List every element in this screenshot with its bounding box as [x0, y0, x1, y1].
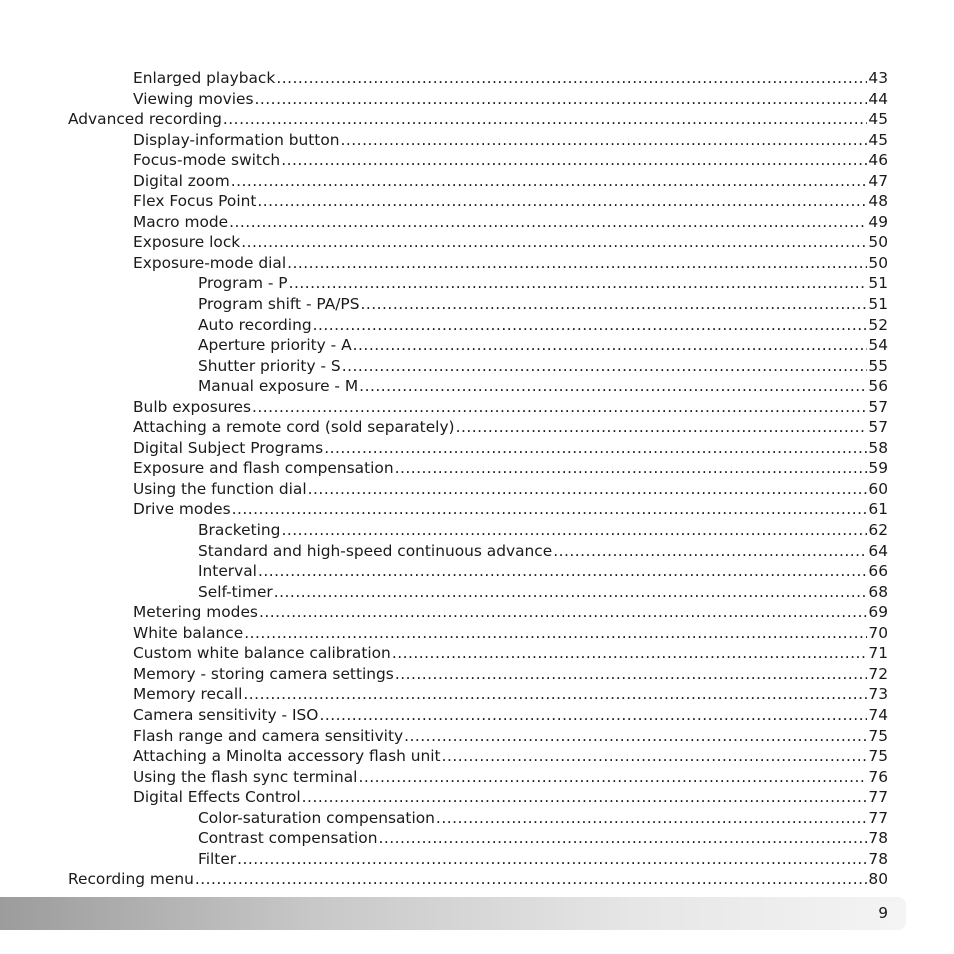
toc-leader-dots — [237, 849, 867, 870]
toc-entry-page: 44 — [868, 89, 888, 108]
toc-leader-dots — [358, 767, 867, 788]
toc-leader-dots — [342, 356, 868, 377]
toc-entry-title: Contrast compensation — [198, 829, 378, 848]
toc-row — [0, 869, 954, 890]
toc-entry-page: 51 — [868, 274, 888, 293]
toc-leader-dots — [276, 68, 867, 89]
toc-leader-dots — [442, 746, 868, 767]
toc-row — [0, 582, 954, 603]
toc-entry — [133, 212, 888, 233]
toc-entry-page: 55 — [868, 356, 888, 375]
toc-entry-title: Standard and high-speed continuous advance — [198, 541, 553, 560]
toc-entry-page: 59 — [868, 459, 888, 478]
toc-entry-page: 69 — [868, 603, 888, 622]
toc-entry — [198, 335, 888, 356]
toc-entry — [198, 849, 888, 870]
toc-entry — [198, 561, 888, 582]
toc-entry — [198, 808, 888, 829]
toc-leader-dots — [359, 376, 867, 397]
toc-entry-title: Macro mode — [133, 212, 229, 231]
toc-row — [0, 417, 954, 438]
toc-row — [0, 541, 954, 562]
toc-entry-page: 77 — [868, 808, 888, 827]
toc-leader-dots — [252, 397, 867, 418]
toc-entry-title: Interval — [198, 562, 257, 581]
toc-entry — [133, 397, 888, 418]
toc-entry — [133, 602, 888, 623]
toc-entry-title: Aperture priority - A — [198, 336, 352, 355]
toc-entry-page: 52 — [868, 315, 888, 334]
toc-entry-page: 75 — [868, 726, 888, 745]
toc-entry-page: 62 — [868, 521, 888, 540]
toc-entry-page: 49 — [868, 212, 888, 231]
toc-row — [0, 130, 954, 151]
toc-leader-dots — [229, 212, 867, 233]
toc-leader-dots — [232, 499, 868, 520]
toc-entry-title: Self-timer — [198, 582, 273, 601]
toc-entry — [133, 171, 888, 192]
toc-entry — [68, 869, 888, 890]
toc-entry — [133, 726, 888, 747]
toc-row — [0, 253, 954, 274]
toc-entry-page: 72 — [868, 664, 888, 683]
toc-entry — [133, 458, 888, 479]
toc-entry-page: 43 — [868, 69, 888, 87]
toc-row — [0, 294, 954, 315]
toc-entry-title: Using the function dial — [133, 479, 307, 498]
toc-entry-page: 58 — [868, 438, 888, 457]
toc-entry-title: Filter — [198, 849, 237, 868]
toc-entry-page: 80 — [868, 870, 888, 889]
toc-entry-page: 73 — [868, 685, 888, 704]
toc-leader-dots — [195, 869, 868, 890]
toc-row — [0, 479, 954, 500]
footer-bar — [0, 897, 906, 930]
toc-entry-title: Attaching a Minolta accessory flash unit — [133, 747, 441, 766]
toc-leader-dots — [319, 705, 867, 726]
toc-entry — [198, 582, 888, 603]
toc-entry — [133, 130, 888, 151]
toc-entry-page: 56 — [868, 377, 888, 396]
toc-leader-dots — [308, 479, 868, 500]
toc-entry-page: 54 — [868, 336, 888, 355]
toc-leader-dots — [392, 643, 868, 664]
toc-row — [0, 335, 954, 356]
toc-entry-page: 47 — [868, 171, 888, 190]
toc-leader-dots — [259, 602, 867, 623]
toc-entry-title: Bulb exposures — [133, 397, 251, 416]
toc-row — [0, 499, 954, 520]
toc-entry-title: Flex Focus Point — [133, 192, 257, 211]
toc-row — [0, 150, 954, 171]
toc-row — [0, 212, 954, 233]
toc-entry-page: 48 — [868, 192, 888, 211]
toc-row — [0, 356, 954, 377]
toc-row — [0, 438, 954, 459]
toc-entry — [68, 109, 888, 130]
toc-entry-title: Exposure lock — [133, 233, 241, 252]
toc-leader-dots — [281, 520, 867, 541]
toc-entry — [133, 232, 888, 253]
toc-entry-page: 77 — [868, 788, 888, 807]
toc-entry-page: 75 — [868, 747, 888, 766]
toc-leader-dots — [302, 787, 868, 808]
toc-row — [0, 232, 954, 253]
toc-entry-title: Attaching a remote cord (sold separately) — [133, 418, 455, 437]
toc-entry — [198, 294, 888, 315]
toc-leader-dots — [456, 417, 868, 438]
toc-entry — [133, 684, 888, 705]
toc-row — [0, 767, 954, 788]
toc-entry — [133, 664, 888, 685]
toc-row — [0, 623, 954, 644]
toc-entry-page: 57 — [868, 397, 888, 416]
toc-entry-page: 78 — [868, 849, 888, 868]
toc-entry-title: Digital Effects Control — [133, 788, 301, 807]
toc-row — [0, 397, 954, 418]
toc-entry-title: Viewing movies — [133, 89, 254, 108]
toc-row — [0, 561, 954, 582]
toc-leader-dots — [395, 458, 868, 479]
toc-entry — [133, 68, 888, 89]
toc-leader-dots — [231, 171, 868, 192]
toc-entry — [133, 499, 888, 520]
toc-row — [0, 315, 954, 336]
toc-row — [0, 664, 954, 685]
toc-entry — [198, 356, 888, 377]
toc-leader-dots — [395, 664, 868, 685]
toc-entry — [133, 191, 888, 212]
toc-leader-dots — [553, 541, 867, 562]
toc-leader-dots — [341, 130, 868, 151]
toc-row — [0, 191, 954, 212]
toc-leader-dots — [223, 109, 868, 130]
toc-leader-dots — [257, 191, 867, 212]
toc-entry-page: 50 — [868, 233, 888, 252]
toc-entry-title: Metering modes — [133, 603, 258, 622]
toc-entry-page: 61 — [868, 500, 888, 519]
toc-leader-dots — [404, 726, 867, 747]
toc-entry-title: Digital zoom — [133, 171, 230, 190]
toc-entry-page: 70 — [868, 623, 888, 642]
toc-entry-title: Using the flash sync terminal — [133, 767, 358, 786]
toc-leader-dots — [436, 808, 867, 829]
toc-leader-dots — [353, 335, 868, 356]
toc-leader-dots — [241, 232, 867, 253]
toc-entry — [133, 479, 888, 500]
toc-row — [0, 684, 954, 705]
toc-entry-page: 57 — [868, 418, 888, 437]
toc-entry-title: Color-saturation compensation — [198, 808, 435, 827]
toc-entry-title: Display-information button — [133, 130, 340, 149]
toc-entry-title: Advanced recording — [68, 110, 222, 129]
toc-entry-title: Custom white balance calibration — [133, 644, 391, 663]
toc-entry-page: 71 — [868, 644, 888, 663]
toc-entry-title: Manual exposure - M — [198, 377, 359, 396]
toc-leader-dots — [289, 273, 868, 294]
toc-entry-page: 76 — [868, 767, 888, 786]
toc-row — [0, 705, 954, 726]
toc-entry-title: Exposure and flash compensation — [133, 459, 394, 478]
toc-entry-title: Memory recall — [133, 685, 243, 704]
toc-entry-page: 45 — [868, 130, 888, 149]
toc-entry-page: 60 — [868, 479, 888, 498]
toc-entry — [133, 417, 888, 438]
toc-row — [0, 376, 954, 397]
toc-row — [0, 726, 954, 747]
toc-leader-dots — [244, 623, 867, 644]
toc-leader-dots — [255, 89, 868, 110]
toc-entry-page: 78 — [868, 829, 888, 848]
toc-entry-page: 45 — [868, 110, 888, 129]
toc-row — [0, 89, 954, 110]
toc-entry — [198, 273, 888, 294]
toc-entry — [198, 376, 888, 397]
toc-entry — [133, 623, 888, 644]
toc-entry — [133, 767, 888, 788]
toc-entry — [198, 520, 888, 541]
toc-entry-page: 74 — [868, 705, 888, 724]
toc-row — [0, 109, 954, 130]
toc-leader-dots — [243, 684, 867, 705]
toc-row — [0, 602, 954, 623]
toc-entry-title: Camera sensitivity - ISO — [133, 705, 319, 724]
toc-entry-title: Flash range and camera sensitivity — [133, 726, 404, 745]
toc-entry — [133, 746, 888, 767]
toc-entry-title: Drive modes — [133, 500, 231, 519]
toc-row — [0, 849, 954, 870]
toc-leader-dots — [313, 315, 868, 336]
toc-leader-dots — [287, 253, 867, 274]
toc-row — [0, 273, 954, 294]
toc-entry — [133, 438, 888, 459]
toc-leader-dots — [324, 438, 867, 459]
toc-entry-title: Auto recording — [198, 315, 312, 334]
toc-entry — [198, 541, 888, 562]
toc-entry-title: Recording menu — [68, 870, 194, 889]
toc-leader-dots — [258, 561, 867, 582]
page-number: 9 — [878, 904, 888, 922]
toc-entry-page: 68 — [868, 582, 888, 601]
toc-entry — [198, 828, 888, 849]
toc-entry-title: White balance — [133, 623, 244, 642]
toc-entry-title: Memory - storing camera settings — [133, 664, 394, 683]
toc-entry-page: 50 — [868, 253, 888, 272]
toc-entry-title: Exposure-mode dial — [133, 253, 287, 272]
toc-row — [0, 746, 954, 767]
toc-entry-title: Enlarged playback — [133, 69, 276, 87]
toc-entry-page: 46 — [868, 151, 888, 170]
toc-row — [0, 458, 954, 479]
toc-entry-title: Digital Subject Programs — [133, 438, 324, 457]
toc-entry-title: Shutter priority - S — [198, 356, 341, 375]
toc-leader-dots — [378, 828, 867, 849]
toc-row — [0, 520, 954, 541]
toc-entry — [133, 643, 888, 664]
toc-entry — [198, 315, 888, 336]
toc-entry-page: 66 — [868, 562, 888, 581]
table-of-contents — [0, 68, 954, 890]
toc-entry-page: 64 — [868, 541, 888, 560]
toc-leader-dots — [274, 582, 868, 603]
toc-row — [0, 68, 954, 89]
toc-entry-title: Program - P — [198, 274, 288, 293]
toc-entry — [133, 705, 888, 726]
toc-entry — [133, 787, 888, 808]
toc-leader-dots — [360, 294, 867, 315]
toc-leader-dots — [281, 150, 867, 171]
toc-row — [0, 643, 954, 664]
toc-entry — [133, 253, 888, 274]
toc-entry-title: Bracketing — [198, 521, 281, 540]
toc-entry-page: 51 — [868, 295, 888, 314]
toc-row — [0, 828, 954, 849]
toc-entry-title: Program shift - PA/PS — [198, 295, 360, 314]
toc-entry-title: Focus-mode switch — [133, 151, 281, 170]
toc-entry — [133, 150, 888, 171]
toc-entry — [133, 89, 888, 110]
toc-row — [0, 808, 954, 829]
toc-row — [0, 171, 954, 192]
toc-row — [0, 787, 954, 808]
